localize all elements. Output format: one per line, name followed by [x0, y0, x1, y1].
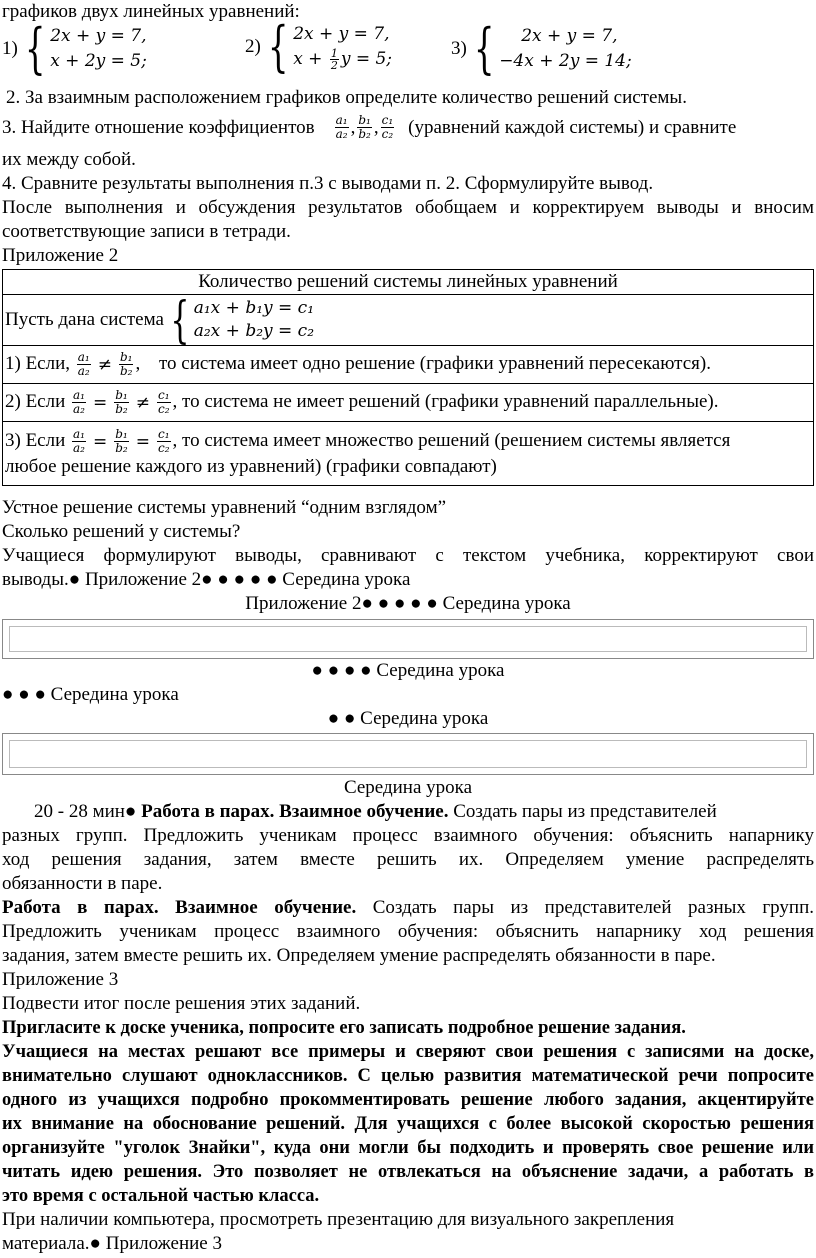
pc-line-2: материала.● Приложение 3: [2, 1233, 222, 1254]
system-2-eq2: x + $\frac{1}{2}$ y = 5;: [293, 47, 393, 72]
how-many-question: Сколько решений у системы?: [2, 521, 241, 542]
system-3-eq1: 2x + y = 7,: [521, 26, 618, 46]
appendix-2-label: Приложение 2: [2, 245, 119, 266]
task-3-cont: их между собой.: [2, 149, 136, 170]
bold-line-8: это время с остальной частью класса.: [2, 1186, 320, 1206]
ratio-b: $\frac{\text{b₁}}{\text{b₂}}$: [358, 113, 371, 141]
appendix-3-label: Приложение 3: [2, 969, 119, 990]
system-3: [451, 17, 632, 80]
brace-icon: {: [473, 17, 495, 80]
system-2-number: 2): [245, 36, 261, 57]
system-3-number: 3): [451, 38, 467, 59]
after-line-1: После выполнения и обсуждения результатов обобщаем и корректируем выводы и вносим: [2, 197, 814, 218]
pairs-2-line-2: Предложить ученикам процесс взаимного обучения: объяснить напарнику ход решения: [2, 921, 814, 942]
oral-title: Устное решение системы уравнений “одним взглядом”: [2, 497, 447, 518]
bold-line-5: их внимание на обоснование решений. Для учащихся с более высокой скоростью решения: [2, 1114, 814, 1134]
pairs-1-line-1: 20 - 28 мин● Работа в парах. Взаимное обучение. Создать пары из представителей: [34, 801, 717, 822]
pairs-2-line-3: задания, затем вместе решить их. Определяем умение распределять обязанности в паре.: [2, 945, 716, 966]
appendix-2-middle: Приложение 2● ● ● ● ● Середина урока: [245, 593, 571, 614]
brace-icon: {: [170, 291, 190, 349]
system-1-eq1: 2x + y = 7,: [50, 26, 147, 46]
empty-frame-1: [2, 619, 814, 659]
table-header: Количество решений системы линейных уравнений: [3, 270, 814, 295]
task-4: 4. Сравните результаты выполнения п.3 с выводами п. 2. Сформулируйте вывод.: [2, 173, 654, 194]
middle-label: Середина урока: [343, 777, 473, 798]
dots-middle-3: ● ● Середина урока: [327, 708, 489, 729]
after-line-2: соответствующие записи в тетради.: [2, 221, 291, 242]
ratio-c: $\frac{\text{c₁}}{\text{c₂}}$: [381, 113, 394, 141]
task-3: 3. Найдите отношение коэффициентов $\frac{\text{a₁}}{\text{a₂}}$ , $\frac{\text{b₁}}{\text{b₂}}$ , $\frac{\text{c₁}}{\text{c₂}}$ (уравнений каждой системы) и сравните: [2, 113, 737, 141]
system-2-eq1: 2x + y = 7,: [293, 24, 390, 44]
dots-middle-1: ● ● ● ● Середина урока: [311, 660, 505, 681]
system-1-number: 1): [2, 38, 18, 59]
bold-line-4: одного из учащихся подробно прокомментировать решение любого задания, акцентируйте: [2, 1090, 814, 1110]
pairs-2-line-1: Работа в парах. Взаимное обучение. Создать пары из представителей разных групп.: [2, 897, 815, 918]
brace-icon: {: [24, 17, 46, 80]
dots-middle-2: ● ● ● Середина урока: [2, 684, 179, 705]
pairs-1-line-2: разных групп. Предложить ученикам процесс взаимного обучения: объяснить напарнику: [2, 825, 814, 846]
empty-frame-2: [2, 733, 814, 775]
table-row-2: 2) Если $\frac{\text{a₁}}{\text{a₂}}$ = $\frac{\text{b₁}}{\text{b₂}}$ ≠ $\frac{\text{c₁}}{\text{c₂}}$ , то система не имеет решений (графики уравнений параллельные).: [3, 384, 814, 422]
table-row-1: 1) Если, $\frac{\text{a₁}}{\text{a₂}}$ ≠ $\frac{\text{b₁}}{\text{b₂}}$ , то система имеет одно решение (графики уравнений пересекаются).: [3, 346, 814, 384]
bold-line-3: внимательно слушают одноклассников. С целью развития математической речи попросите: [2, 1066, 814, 1086]
pairs-1-line-4: обязанности в паре.: [2, 873, 163, 894]
solutions-table: [2, 269, 814, 486]
bold-line-6: организуйте "уголок Знайки", куда они могли бы подходить и проверять свое решение или: [2, 1138, 814, 1158]
brace-icon: {: [267, 15, 289, 78]
summary-line: Подвести итог после решения этих заданий.: [2, 993, 361, 1014]
ratio-a: $\frac{\text{a₁}}{\text{a₂}}$: [335, 113, 348, 141]
task-2: 2. За взаимным расположением графиков определите количество решений системы.: [6, 87, 687, 108]
table-row-3: 3) Если $\frac{\text{a₁}}{\text{a₂}}$ = $\frac{\text{b₁}}{\text{b₂}}$ = $\frac{\text{c₁}}{\text{c₂}}$ , то система имеет множество решений (решением системы является любое решение каждого из уравнений) (графики совпадают): [3, 422, 814, 486]
table-row-given: Пусть дана система { a₁x + b₁y = c₁ a₂x + b₂y = c₂: [3, 295, 814, 346]
system-1: [2, 17, 147, 80]
pairs-1-line-3: ход решения задания, затем вместе решить их. Определяем умение распределять: [2, 849, 814, 870]
students-line-1: Учащиеся формулируют выводы, сравнивают с текстом учебника, корректируют свои: [2, 545, 814, 566]
system-2: [245, 15, 393, 78]
bold-line-1: Пригласите к доске ученика, попросите его записать подробное решение задания.: [2, 1018, 686, 1038]
system-3-eq2: −4x + 2y = 14;: [499, 51, 632, 71]
intro-line: графиков двух линейных уравнений:: [2, 1, 300, 22]
students-line-2: выводы.● Приложение 2● ● ● ● ● Середина урока: [2, 569, 411, 590]
bold-line-2: Учащиеся на местах решают все примеры и сверяют свои решения с записями на доске,: [2, 1042, 814, 1062]
bold-line-7: читать идею решения. Это позволяет не отвлекаться на объяснение задачи, а работать в: [2, 1162, 814, 1182]
system-1-eq2: x + 2y = 5;: [50, 51, 147, 71]
pc-line-1: При наличии компьютера, просмотреть презентацию для визуального закрепления: [2, 1209, 675, 1230]
